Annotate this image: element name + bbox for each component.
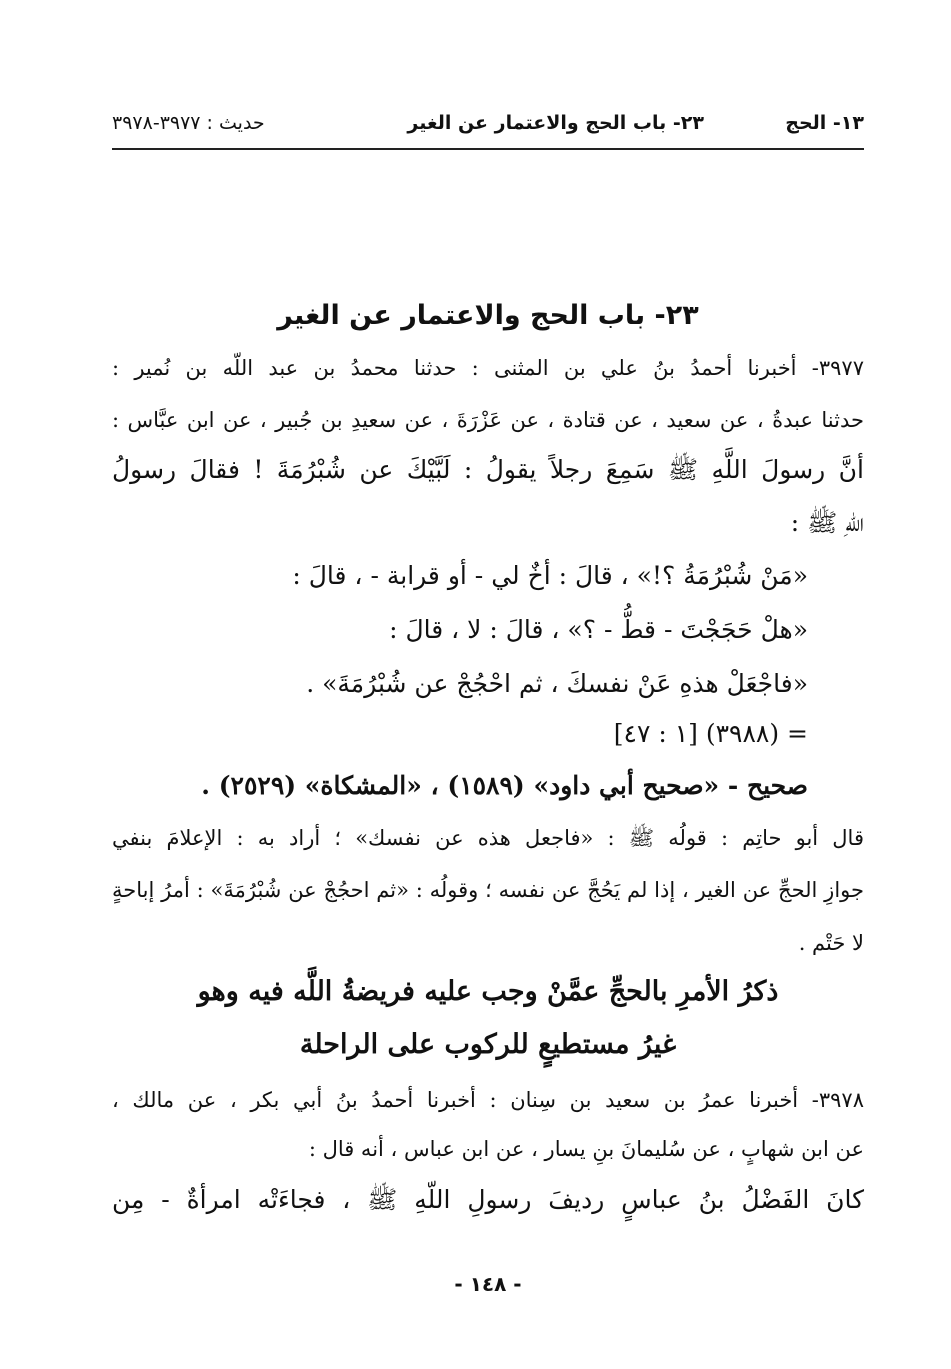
header-section: ٢٣- باب الحج والاعتمار عن الغير [407, 112, 704, 134]
hadith-3977-isnad-line-2: حدثنا عبدةُ ، عن سعيد ، عن قتادة ، عن عَزْرَةَ ، عن سعيدِ بن جُبير ، عن ابن عبَّاس : [112, 408, 864, 432]
hadith-3978-isnad-line-1: ٣٩٧٨- أخبرنا عمرُ بن سعيد بن سِنان : أخبرنا أحمدُ بنُ أبي بكر ، عن مالك ، [112, 1088, 864, 1112]
hadith-3978-matn-line-1: كانَ الفَضْلُ بنُ عباسٍ رديفَ رسولِ اللّهِ ﷺ ، فجاءَتْه امرأةٌ - مِن [112, 1185, 864, 1214]
hadith-3977-grading: صحيح - «صحيح أبي داود» (١٥٨٩) ، «المشكاة» (٢٥٢٩) . [201, 771, 808, 800]
page-number: - ١٤٨ - [454, 1272, 522, 1296]
section-subtitle-line-1: ذكرُ الأمرِ بالحجِّ عمَّنْ وجب عليه فريضةُ اللَّه فيه وهو [197, 976, 779, 1007]
hadith-3977-quote-line-2: «هلْ حَجَجْتَ - قطُّ - ؟» ، قالَ : لا ، قالَ : [389, 615, 808, 644]
chapter-title: ٢٣- باب الحج والاعتمار عن الغير [277, 300, 699, 331]
hadith-3977-comment-line-2: جوازِ الحجِّ عن الغير ، إذا لم يَحُجَّ عن نفسه ؛ وقولُه : «ثم احجُجْ عن شُبْرُمَةَ» : أمرُ إباحةٍ [112, 878, 864, 902]
hadith-3977-isnad-line-1: ٣٩٧٧- أخبرنا أحمدُ بنُ علي بن المثنى : حدثنا محمدُ بن عبد اللّه بن نُمير : [112, 356, 864, 380]
hadith-3977-reference: = (٣٩٨٨) [١ : ٤٧] [613, 719, 808, 748]
hadith-3977-comment-line-1: قال أبو حاتِم : قولُه ﷺ : «فاجعل هذه عن نفسك» ؛ أراد به : الإعلامَ بنفي [112, 826, 864, 850]
section-subtitle-line-2: غيرُ مستطيعٍ للركوب على الراحلة [299, 1029, 677, 1060]
running-header [112, 112, 864, 142]
hadith-3977-comment-line-3: لا حَتْم . [798, 931, 864, 955]
hadith-3977-matn-line-1: أنَّ رسولَ اللَّهِ ﷺ سَمِعَ رجلاً يقولُ : لَبَّيْكَ عن شُبْرُمَةَ ! فقالَ رسولُ [112, 455, 864, 484]
hadith-3977-quote-line-1: «مَنْ شُبْرُمَةُ ؟!» ، قالَ : أخٌ لي - أو قرابة - ، قالَ : [292, 561, 808, 590]
header-chapter: ١٣- الحج [785, 112, 864, 134]
hadith-3977-quote-line-3: «فاجْعَلْ هذهِ عَنْ نفسكَ ، ثم احْجُجْ عن شُبْرُمَةَ» . [306, 669, 808, 698]
hadith-3977-matn-line-2: اللّهِ ﷺ : [790, 508, 864, 537]
header-divider [112, 148, 864, 150]
header-hadith-range: حديث : ٣٩٧٧-٣٩٧٨ [112, 112, 265, 134]
hadith-3978-isnad-line-2: عن ابن شهابٍ ، عن سُليمانَ بنِ يسار ، عن ابن عباس ، أنه قال : [308, 1137, 864, 1161]
